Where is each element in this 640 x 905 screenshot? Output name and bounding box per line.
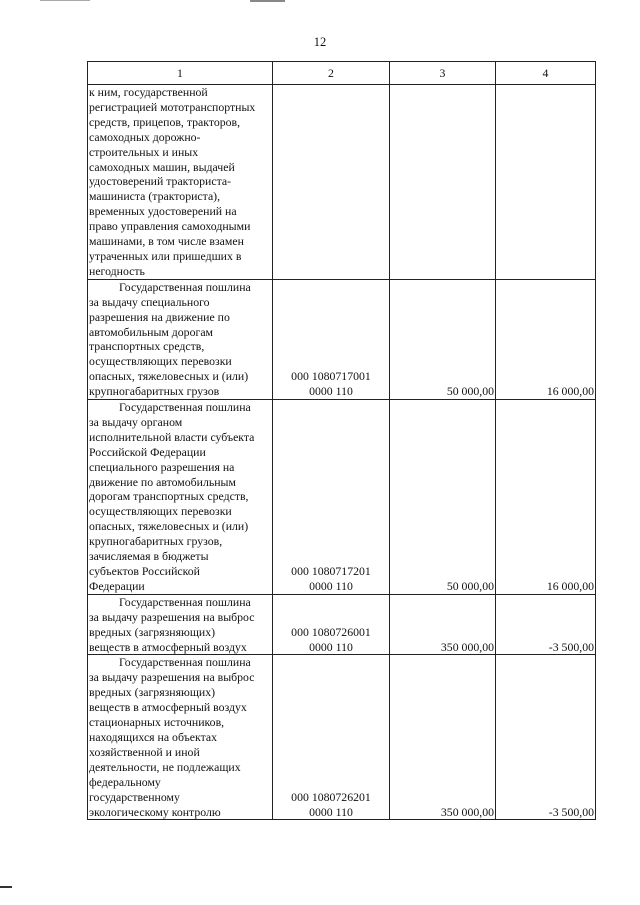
description-line: движение по автомобильным <box>89 474 236 489</box>
description-line: хозяйственной и иной <box>89 744 200 759</box>
fee-description <box>88 400 273 595</box>
description-line: веществ в атмосферный воздух <box>89 639 247 654</box>
description-line: регистрацией мототранспортных <box>89 99 256 114</box>
description-line: утраченных или пришедших в <box>89 248 242 263</box>
description-line: находящихся на объектах <box>89 729 218 744</box>
column-header: 1 <box>88 62 273 85</box>
description-line: машиниста (тракториста), <box>89 189 221 204</box>
table-row <box>88 594 596 655</box>
budget-classification-code: 000 1080717201 0000 110 <box>273 400 390 595</box>
fee-description <box>88 594 273 655</box>
description-line: вредных (загрязняющих) <box>89 624 216 639</box>
scan-artifact <box>0 886 12 888</box>
column-header: 4 <box>496 62 596 85</box>
description-line: автомобильным дорогам <box>89 324 214 339</box>
description-line: дорогам транспортных средств, <box>89 489 249 504</box>
table-row <box>88 655 596 820</box>
table-header-row <box>88 62 596 85</box>
description-line: опасных, тяжеловесных и (или) <box>89 519 249 534</box>
description-line: Российской Федерации <box>89 444 206 459</box>
description-line: Государственная пошлина <box>119 279 251 294</box>
fee-description <box>88 85 273 280</box>
description-line: самоходных машин, выдачей <box>89 159 235 174</box>
description-line: зачисляемая в бюджеты <box>89 549 209 564</box>
fee-description <box>88 279 273 399</box>
description-line: исполнительной власти субъекта <box>89 429 255 444</box>
amount-column-4: -3 500,00 <box>496 594 596 655</box>
description-line: Федерации <box>89 578 145 593</box>
amount-column-3 <box>390 85 496 280</box>
amount-column-4: 16 000,00 <box>496 400 596 595</box>
description-line: за выдачу разрешения на выброс <box>89 609 255 624</box>
description-line: машинами, в том числе взамен <box>89 234 244 249</box>
budget-classification-code: 000 1080726001 0000 110 <box>273 594 390 655</box>
table-row <box>88 400 596 595</box>
description-line: крупногабаритных грузов <box>89 384 220 399</box>
description-line: государственному <box>89 789 180 804</box>
amount-column-4: 16 000,00 <box>496 279 596 399</box>
description-line: деятельности, не подлежащих <box>89 759 241 774</box>
amount-column-4 <box>496 85 596 280</box>
description-line: осуществляющих перевозки <box>89 354 232 369</box>
description-line: к ним, государственной <box>89 85 208 99</box>
description-line: за выдачу специального <box>89 294 210 309</box>
description-line: федеральному <box>89 774 161 789</box>
amount-column-3: 50 000,00 <box>390 279 496 399</box>
description-line: веществ в атмосферный воздух <box>89 700 247 715</box>
description-line: субъектов Российской <box>89 564 200 578</box>
page-number: 12 <box>313 35 327 49</box>
description-line: Государственная пошлина <box>119 655 251 670</box>
description-line: за выдачу разрешения на выброс <box>89 670 255 685</box>
column-header: 3 <box>390 62 496 85</box>
description-line: осуществляющих перевозки <box>89 504 232 519</box>
amount-column-3: 350 000,00 <box>390 655 496 820</box>
description-line: за выдачу органом <box>89 414 183 429</box>
budget-classification-code: 000 1080717001 0000 110 <box>273 279 390 399</box>
description-line: специального разрешения на <box>89 459 235 474</box>
table-row <box>88 85 596 280</box>
budget-classification-code <box>273 85 390 280</box>
description-line: стационарных источников, <box>89 715 225 730</box>
scan-artifact <box>40 0 90 1</box>
description-line: временных удостоверений на <box>89 204 237 219</box>
description-line: самоходных дорожно- <box>89 129 201 144</box>
budget-classification-code: 000 1080726201 0000 110 <box>273 655 390 820</box>
amount-column-4: -3 500,00 <box>496 655 596 820</box>
fee-table <box>87 61 596 820</box>
amount-column-3: 350 000,00 <box>390 594 496 655</box>
description-line: Государственная пошлина <box>119 594 251 609</box>
description-line: негодность <box>89 263 145 278</box>
description-line: строительных и иных <box>89 144 199 159</box>
description-line: удостоверений тракториста- <box>89 174 232 189</box>
amount-column-3: 50 000,00 <box>390 400 496 595</box>
description-line: средств, прицепов, тракторов, <box>89 114 241 129</box>
description-line: транспортных средств, <box>89 339 205 354</box>
table-row <box>88 279 596 399</box>
scan-artifact <box>250 0 285 2</box>
description-line: Государственная пошлина <box>119 400 251 415</box>
description-line: разрешения на движение по <box>89 309 230 324</box>
description-line: крупногабаритных грузов, <box>89 534 223 549</box>
description-line: право управления самоходными <box>89 219 251 234</box>
description-line: опасных, тяжеловесных и (или) <box>89 369 249 384</box>
description-line: экологическому контролю <box>89 804 221 819</box>
column-header: 2 <box>273 62 390 85</box>
fee-description <box>88 655 273 820</box>
description-line: вредных (загрязняющих) <box>89 685 216 700</box>
